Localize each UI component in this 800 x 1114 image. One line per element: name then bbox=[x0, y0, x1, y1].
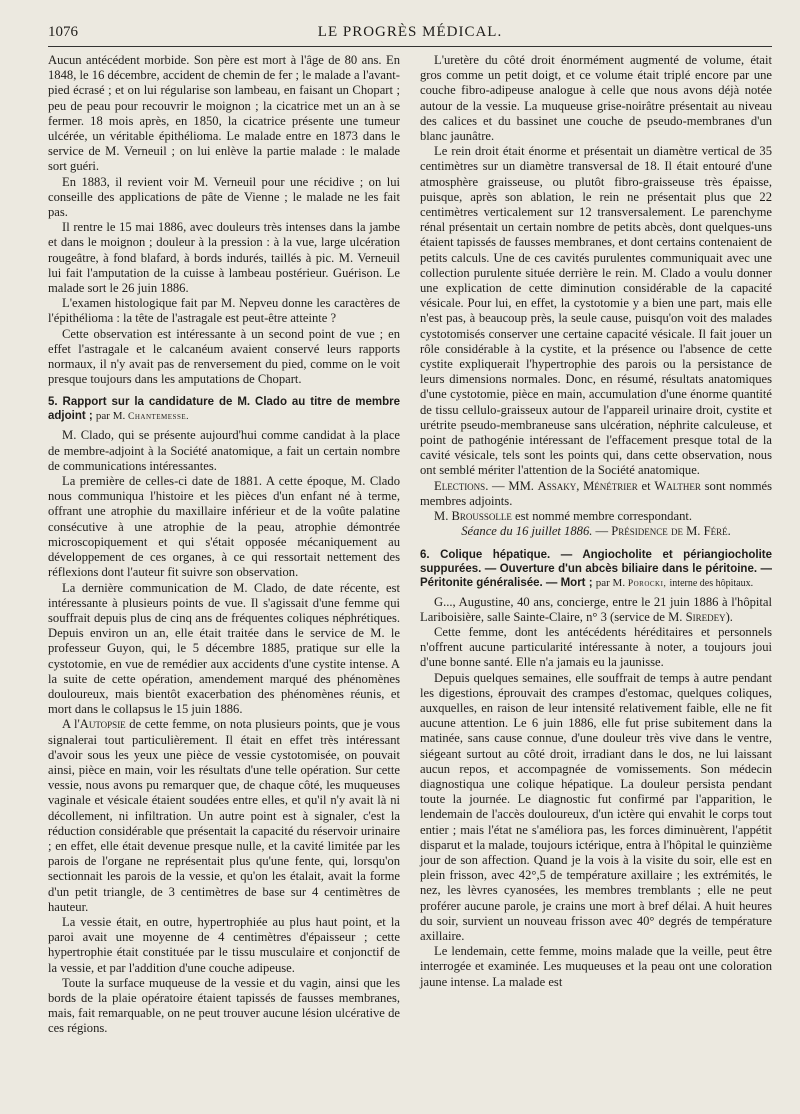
paragraph: Depuis quelques semaines, elle souffrait de temps à autre pendant les digestions, éprouvait des crampes d'estomac, quelques coliques, auxquelles, en raison de leur intensité relativement faible, elle ne fit aucune attention. Le 6 juin 1886, elle fut prise subitement dans la matinée, sans cause connue, d'une douleur très vive dans le ventre, siégeant surtout au côté droit, irradiant dans le dos, ne lui laissant aucun repos, et accompagnée de vomissements. Son médecin diagnostiqua une colique hépatique. La douleur persista pendant toute la journée. Le diagnostic fut confirmé par l'apparition, le lendemain de l'accès douloureux, d'un ictère qui envahit le corps tout entier ; mais l'état ne s'améliora pas, les forces diminuèrent, l'appétit disparut et la malade, toujours ictérique, entra à l'hôpital le quinzième jour de son affection. Quand je la vois à la visite du soir, elle est en plein frisson, avec 42°,5 de température axillaire ; les extrémités, le nez, les lèvres cyanosées, les membres tremblants ; elle ne peut proférer aucune parole, je crains une mort à bref délai. A huit heures du soir, survient un nouveau frisson avec 40° degrés de température axillaire. bbox=[420, 670, 772, 943]
section-title: 5. Rapport sur la candidature de M. Clado au titre de membre adjoint ; bbox=[48, 396, 400, 423]
section-byline: par M. Chantemesse. bbox=[95, 410, 189, 423]
section-heading-6 bbox=[420, 548, 772, 591]
seance-heading: Séance du 16 juillet 1886. — Présidence de M. Féré. bbox=[461, 524, 731, 539]
paragraph: L'examen histologique fait par M. Nepveu donne les caractères de l'épithélioma : la tête de l'astragale est peut-être atteinte ? bbox=[48, 296, 400, 326]
section-byline: par M. Porocki, bbox=[595, 576, 667, 589]
paragraph: La dernière communication de M. Clado, de date récente, est intéressante à plusieurs points de vue. Il s'agissait d'une femme qui souffrait depuis plus de cinq ans de fréquentes coliques néphrétiques. Depuis environ un an, elle était traitée dans le service de M. le professeur Guyon, qui, le 5 décembre 1885, pratique sur elle la cystotomie, en vue de remédier aux accidents d'une cystite intense. A la suite de cette opération, amendement marqué des phénomènes douloureux, mais bientôt exacerbation des phénomènes réunis, et mort dans le collapsus le 15 juin 1886. bbox=[48, 580, 400, 717]
section-heading-5 bbox=[48, 395, 400, 424]
paragraph: Il rentre le 15 mai 1886, avec douleurs très intenses dans la jambe et dans le moignon ; douleur à la pression : à la vue, large ulcération rougeâtre, à fond blafard, à bords indurés, taillés à pic. M. Verneuil lui fait l'amputation de la cuisse à lambeau postérieur. Guérison. Le malade sort le 26 juin 1886. bbox=[48, 220, 400, 296]
paragraph: L'uretère du côté droit énormément augmenté de volume, était gros comme un petit doigt, et ce volume était triplé encore par une couche fibro-adipeuse analogue à celle que nous avons déjà notée autour de la vessie. La muqueuse grise-noirâtre présentait au niveau des calices et du bassinet une couche de pseudo-membranes d'un blanc jaunâtre. bbox=[420, 53, 772, 144]
paragraph: Cette femme, dont les antécédents héréditaires et personnels n'offrent aucune particularité intéressante à noter, a toujours joui d'une bonne santé. Elle n'a jamais eu la jaunisse. bbox=[420, 624, 772, 670]
paragraph: Le rein droit était énorme et présentait un diamètre vertical de 35 centimètres sur un diamètre transversal de 18. Il était entouré d'une atmosphère graisseuse, ou plutôt fibro-graisseuse très épaisse, puisque, après son ablation, le rein ne présentait plus que 22 centimètres verticalement sur 12 transversalement. Le parenchyme rénal présentait un certain nombre de petits abcès, dont quelques-uns étaient tapissés de fausses membranes, et dont certains contenaient de petits calculs. Une de ces cavités purulentes communiquait avec une collection purulente située derrière le rein. M. Clado a voulu donner une explication de cette diminution considérable de la capacité vésicale. Pour lui, en effet, la cystotomie y a bien une part, mais elle n'est pas, à beaucoup près, la seule cause, puisqu'on voit des malades cystotomisés conserver une certaine capacité vésicale. Il fait jouer un rôle considérable à la cystite, et la présence ou l'absence de cette cystite expliquerait l'hypertrophie des parois ou la persistance de leurs dimensions normales. Donc, en résumé, résultats anatomiques d'une cystotomie, pièce en main, accumulation d'une énorme quantité de tissu cellulo-graisseux autour de l'appareil urinaire droit, cystite et urétrite pseudo-membraneuse sans ulcération, néphrite calculeuse, et point de pathogénie intéressant de l'effacement presque total de la cavité vésicale, tels sont les points qui, dans cette observation, nous ont semblé mériter l'attention de la Société anatomique. bbox=[420, 144, 772, 478]
paragraph: En 1883, il revient voir M. Verneuil pour une récidive ; on lui conseille des applications de pâte de Vienne ; le malade ne les fait pas. bbox=[48, 174, 400, 220]
author-name: Chantemesse. bbox=[128, 412, 189, 423]
paragraph: La première de celles-ci date de 1881. A cette époque, M. Clado nous communiqua l'histoire et les pièces d'un enfant né à terme, offrant une atrophie du maxillaire inférieur et de la voûte palatine consécutive à une atrophie de la peau, atrophie démontrée microscopiquement et qui s'était opposée mécaniquement au développement de ces organes, à ce qui ressortait nettement des réflexions dont l'auteur fit suivre son observation. bbox=[48, 474, 400, 580]
page-header bbox=[48, 22, 772, 47]
left-column bbox=[48, 53, 400, 1037]
paragraph: M. Clado, qui se présente aujourd'hui comme candidat à la place de membre-adjoint à la Société anatomique, a fait un certain nombre de communications intéressantes. bbox=[48, 428, 400, 473]
paragraph: M. Broussolle est nommé membre correspondant. bbox=[434, 509, 693, 524]
author-name: Porocki, bbox=[627, 578, 667, 589]
paragraph: Le lendemain, cette femme, moins malade que la veille, peut être interrogée et examinée. Les muqueuses et la peau ont une coloration jaune intense. La malade est bbox=[420, 944, 772, 989]
paragraph: A l'Autopsie de cette femme, on nota plusieurs points, que je vous signalerai tout particulièrement. Il était en effet très intéressant d'avoir sous les yeux une pièce de vessie cystotomisée, on pouvait ainsi, pièce en main, voir les résultats d'une telle opération. Sur cette vessie, nous avons pu remarquer que, de chaque côté, les muqueuses vaginale et vésicale étaient soudées entre elles, et qu'il n'y avait là ni décollement, ni infiltration. Un autre point est à signaler, c'est la réduction considérable que présentait la capacité du réservoir urinaire ; en effet, elle était devenue presque nulle, et la cavité limitée par les parois de l'organe ne représentait plus qu'une fente, qui, lorsqu'on sectionnait les parois de la vessie, et qu'on les étalait, avait la forme d'un petit triangle, de 3 centimètres de base sur 4 centimètres de hauteur. bbox=[48, 717, 400, 914]
elections-paragraph: Elections. — MM. Assaky, Ménétrier et Walther sont nommés membres adjoints. bbox=[420, 478, 773, 508]
section-title: 6. Colique hépatique. — Angiocholite et périangiocholite suppurées. — Ouverture d'un abcès biliaire dans le péritoine. — Péritonite généralisée. — Mort ; bbox=[420, 548, 772, 589]
paragraph: Toute la surface muqueuse de la vessie et du vagin, ainsi que les bords de la plaie opératoire étaient tapissés de fausses membranes, mais, fait remarquable, on ne peut trouver aucune lésion ulcérative de ces régions. bbox=[48, 975, 400, 1036]
paragraph: Cette observation est intéressante à un second point de vue ; en effet l'astragale et le calcanéum avaient conservé leurs rapports normaux, il n'y avait pas de renversement du pied, comme on le voit presque toujours dans les amputations de Chopart. bbox=[48, 326, 400, 387]
paragraph: La vessie était, en outre, hypertrophiée au plus haut point, et la paroi avait une moyenne de 4 centimètres d'épaisseur ; cette hypertrophie était constituée par le tissu musculaire et conjonctif de la vessie, et par l'addition d'une couche adipeuse. bbox=[48, 914, 400, 975]
columns bbox=[48, 53, 772, 1037]
journal-title: LE PROGRÈS MÉDICAL. bbox=[317, 24, 503, 40]
author-note: interne des hôpitaux. bbox=[669, 577, 754, 589]
paragraph: G..., Augustine, 40 ans, concierge, entre le 21 juin 1886 à l'hôpital Lariboisière, salle Sainte-Claire, n° 3 (service de M. Siredey). bbox=[420, 594, 772, 624]
page-number: 1076 bbox=[48, 24, 78, 40]
paragraph: Aucun antécédent morbide. Son père est mort à l'âge de 80 ans. En 1848, le 16 décembre, accident de chemin de fer ; le malade a l'avant-pied écrasé ; et on lui régularise son lambeau, en faisant un Chopart ; peu de peau pour recouvrir le moignon ; la cicatrice met un an à se fermer. 18 mois après, en 1850, la cicatrice présente une tumeur ulcérée, un véritable épithélioma. Le malade entre en 1873 dans le service de M. Verneuil ; on lui enlève la partie malade : le malade sort guéri. bbox=[48, 53, 400, 174]
right-column bbox=[420, 53, 772, 1037]
